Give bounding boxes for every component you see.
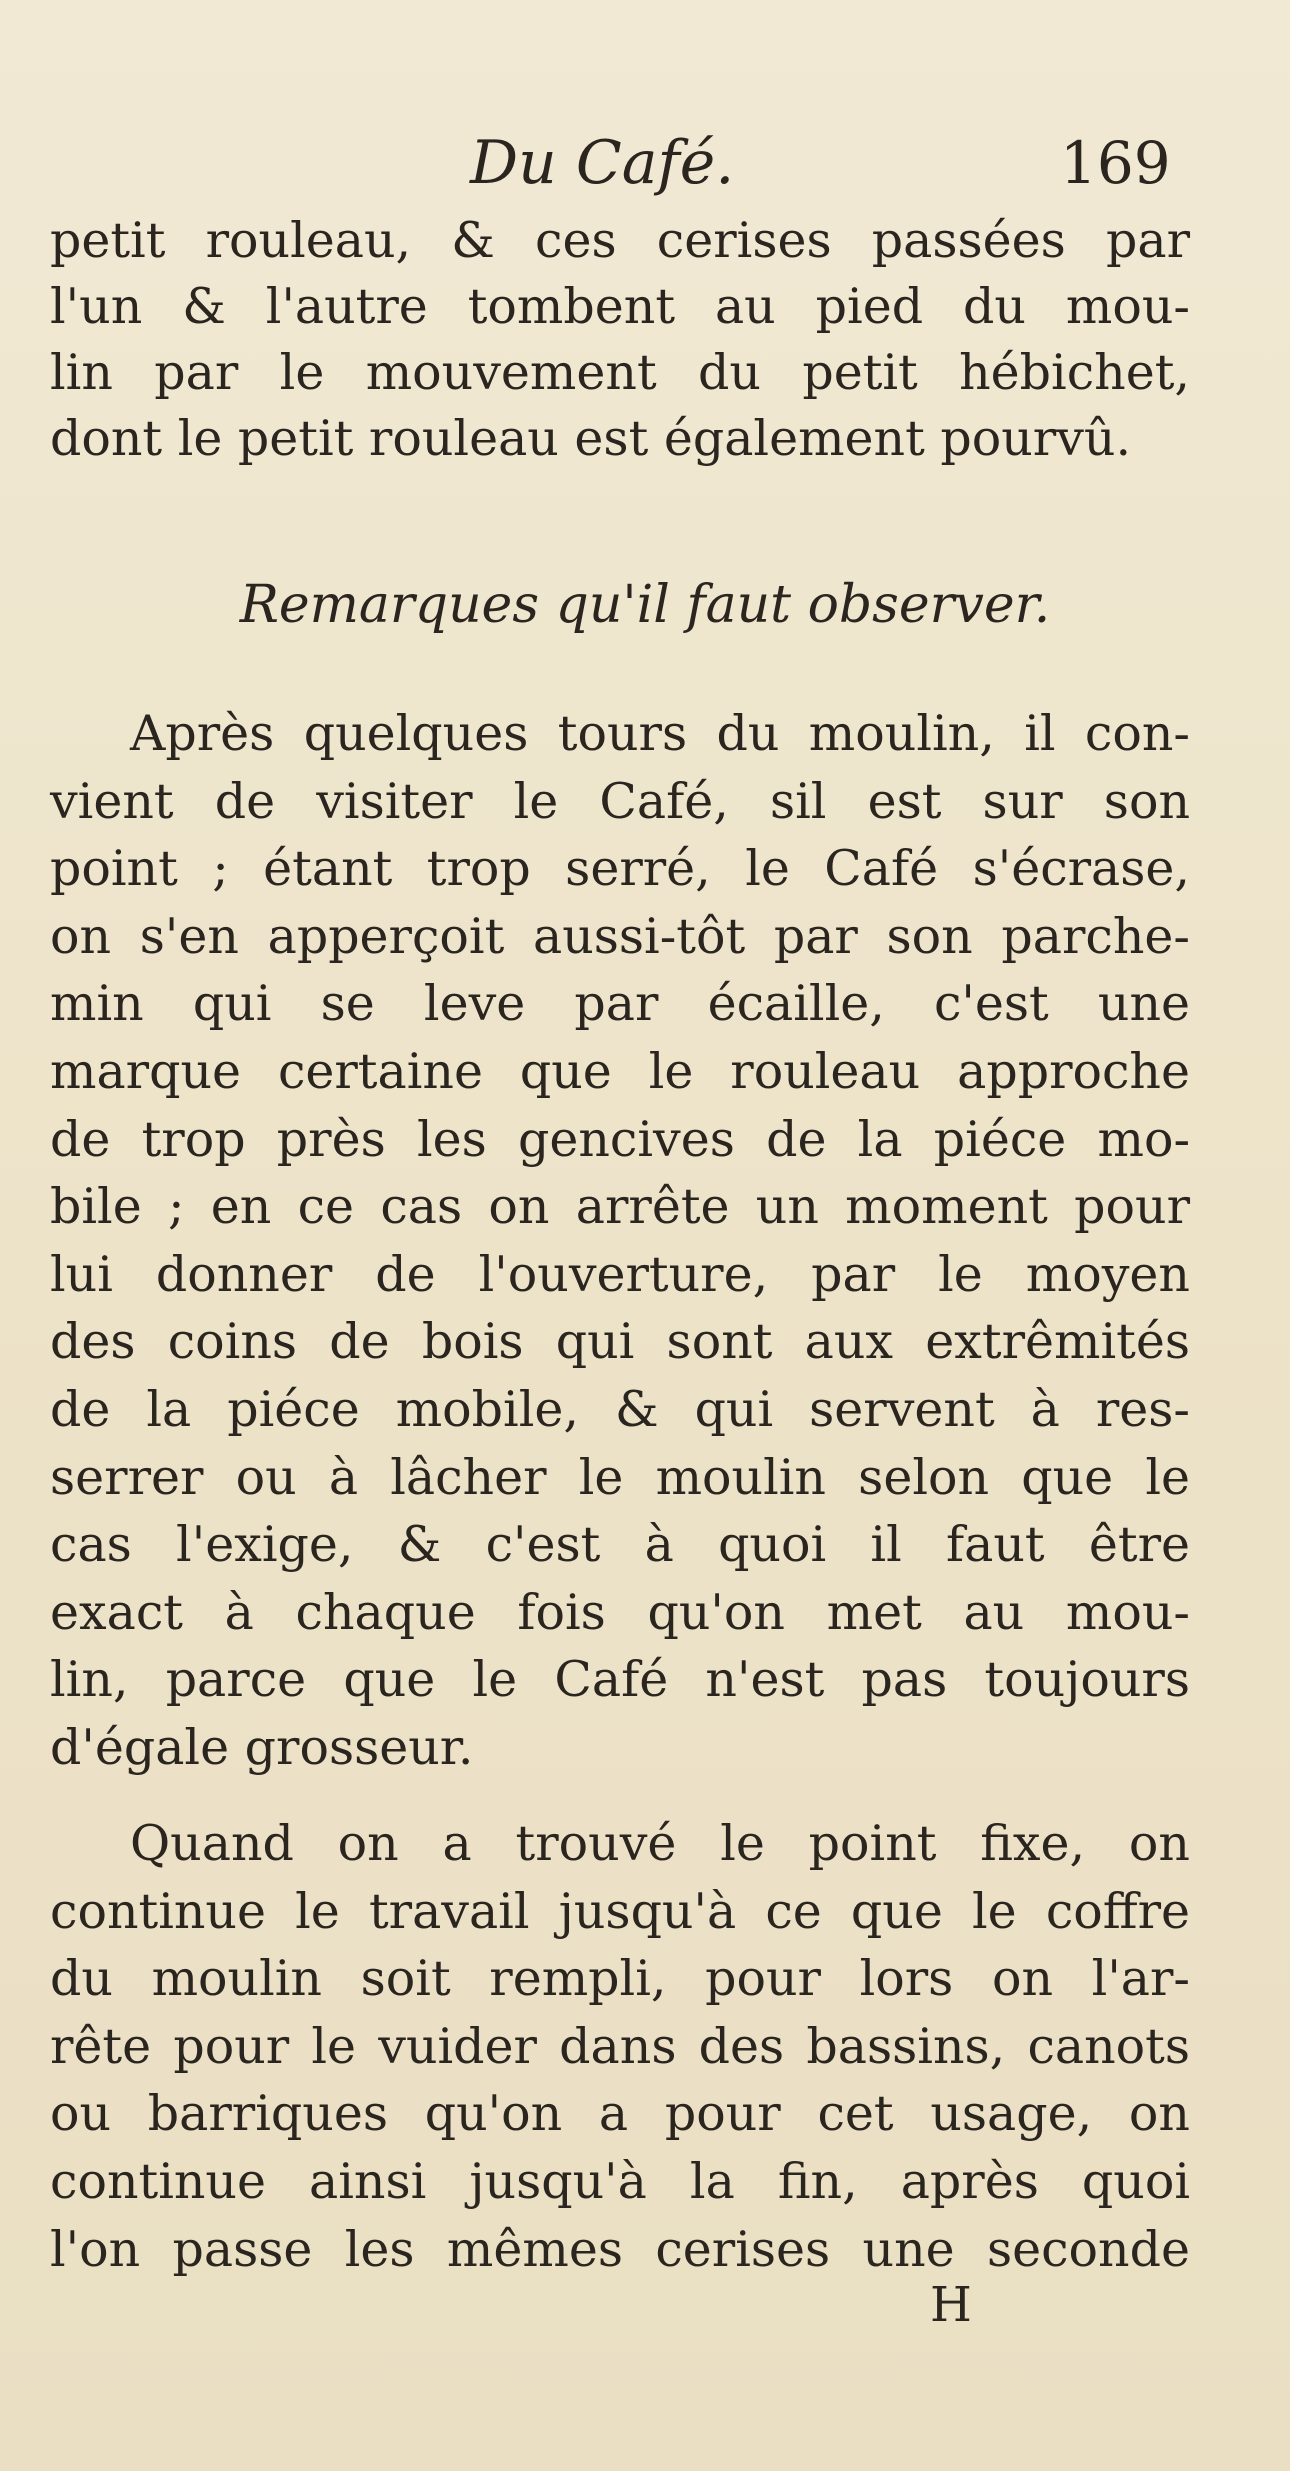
text-line: de trop près les gencives de la piéce mo- xyxy=(50,1110,1190,1168)
text-line: min qui se leve par écaille, c'est une xyxy=(50,975,1190,1033)
text-line: l'on passe les mêmes cerises une seconde xyxy=(50,2220,1190,2278)
text-line: ou barriques qu'on a pour cet usage, on xyxy=(50,2085,1190,2143)
text-line: Quand on a trouvé le point fixe, on xyxy=(130,1815,1190,1872)
paragraph-2 xyxy=(50,700,1190,1782)
text-line: vient de visiter le Café, sil est sur son xyxy=(50,772,1190,830)
text-line: des coins de bois qui sont aux extrêmités xyxy=(50,1313,1190,1371)
page-number: 169 xyxy=(1060,129,1171,197)
text-line: dont le petit rouleau est également pourvû. xyxy=(50,410,1132,467)
text-line: bile ; en ce cas on arrête un moment pour xyxy=(50,1178,1190,1236)
signature-mark: H xyxy=(930,2277,972,2333)
text-line: Après quelques tours du moulin, il con- xyxy=(130,705,1190,762)
paragraph-1 xyxy=(50,208,1190,472)
text-line: serrer ou à lâcher le moulin selon que le xyxy=(50,1448,1190,1506)
text-line: d'égale grosseur. xyxy=(50,1718,474,1776)
section-heading: Remarques qu'il faut observer. xyxy=(239,575,1051,635)
text-line: exact à chaque fois qu'on met au mou- xyxy=(50,1583,1190,1641)
text-line: de la piéce mobile, & qui servent à res- xyxy=(50,1380,1190,1438)
text-line: petit rouleau, & ces cerises passées par xyxy=(50,212,1190,269)
text-line: continue ainsi jusqu'à la fin, après quoi xyxy=(50,2152,1190,2210)
text-line: du moulin soit rempli, pour lors on l'ar- xyxy=(50,1950,1190,2008)
text-line: on s'en apperçoit aussi-tôt par son parche- xyxy=(50,907,1190,965)
page-header xyxy=(0,118,1290,208)
text-line: lin par le mouvement du petit hébichet, xyxy=(50,344,1190,401)
paragraph-3 xyxy=(50,1810,1190,2283)
text-line: lin, parce que le Café n'est pas toujours xyxy=(50,1651,1190,1709)
text-line: point ; étant trop serré, le Café s'écrase, xyxy=(50,840,1190,898)
running-title: Du Café. xyxy=(470,128,735,198)
text-line: cas l'exige, & c'est à quoi il faut être xyxy=(50,1516,1190,1574)
text-line: marque certaine que le rouleau approche xyxy=(50,1042,1190,1100)
text-line: l'un & l'autre tombent au pied du mou- xyxy=(50,278,1190,335)
text-line: lui donner de l'ouverture, par le moyen xyxy=(50,1245,1190,1303)
text-line: rête pour le vuider dans des bassins, canots xyxy=(50,2017,1190,2075)
text-line: continue le travail jusqu'à ce que le coffre xyxy=(50,1882,1190,1940)
